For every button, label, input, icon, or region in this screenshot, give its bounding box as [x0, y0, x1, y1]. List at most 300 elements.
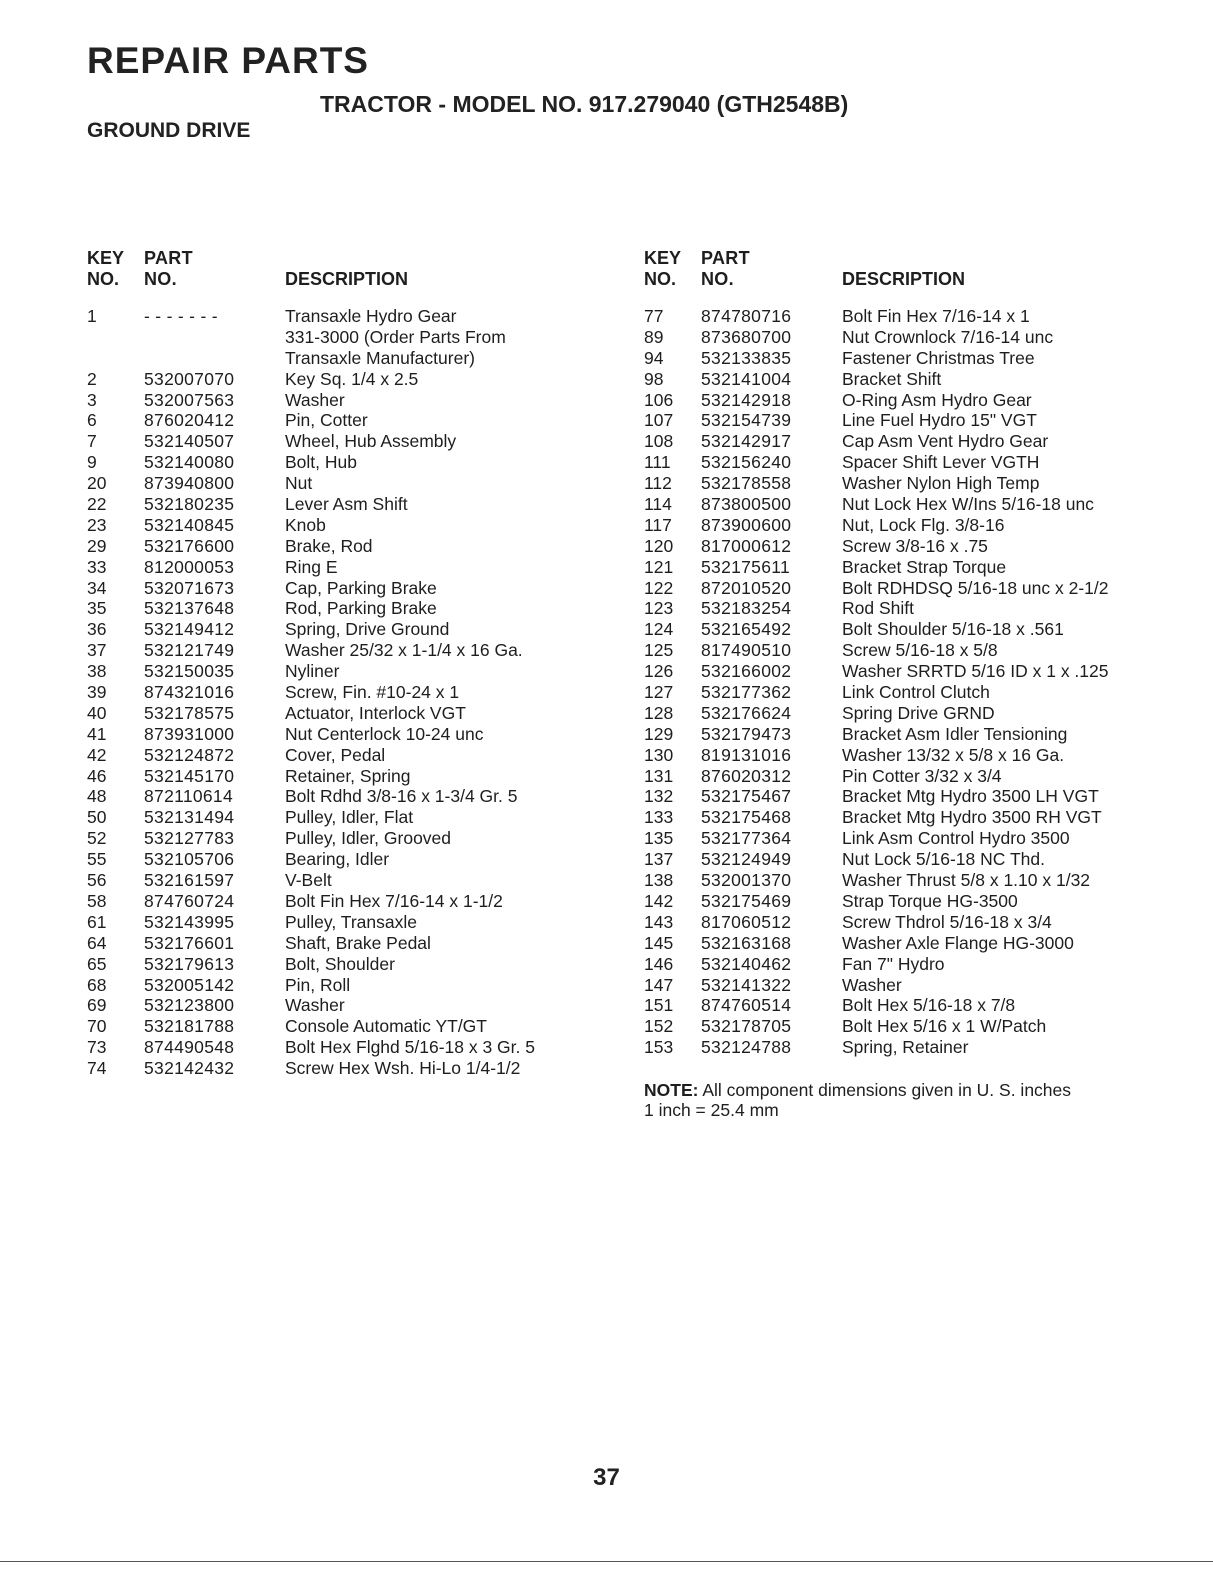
key-number: 46	[87, 765, 107, 786]
key-number: 128	[644, 702, 674, 723]
part-description: Line Fuel Hydro 15" VGT	[842, 410, 1037, 431]
column-header	[87, 248, 567, 292]
key-number: 77	[644, 306, 664, 326]
part-description: Washer	[285, 995, 345, 1016]
key-number: 38	[87, 661, 107, 682]
parts-row	[644, 515, 1164, 536]
parts-row	[87, 724, 567, 745]
part-number: 532105706	[144, 849, 235, 870]
part-number: 532175611	[701, 556, 790, 577]
part-number: 532140845	[144, 514, 235, 535]
parts-row	[87, 682, 567, 703]
part-header-top: PART	[701, 248, 750, 268]
part-number: 874321016	[144, 682, 235, 703]
parts-row	[87, 870, 567, 891]
part-number: 532143995	[144, 911, 235, 932]
parts-row	[87, 745, 567, 766]
part-number: 532142918	[701, 389, 792, 410]
key-number: 108	[644, 431, 674, 452]
parts-row	[87, 306, 567, 327]
parts-row	[87, 390, 567, 411]
key-number: 107	[644, 410, 674, 431]
part-number: 532180235	[144, 494, 235, 515]
part-number: 873800500	[701, 494, 792, 515]
part-description: Link Asm Control Hydro 3500	[842, 828, 1070, 849]
part-description: Spring, Drive Ground	[285, 619, 450, 640]
parts-row	[87, 327, 567, 348]
key-header-bottom: NO.	[644, 269, 677, 289]
parts-row	[644, 933, 1164, 954]
parts-row	[644, 766, 1164, 787]
parts-row	[644, 995, 1164, 1016]
key-number: 153	[644, 1037, 674, 1058]
part-number: 532001370	[701, 870, 792, 891]
part-number: 532177362	[701, 682, 792, 703]
part-number: 532149412	[144, 619, 235, 640]
part-number: 532165492	[701, 619, 792, 640]
part-number: 532071673	[144, 577, 235, 598]
key-number: 129	[644, 723, 674, 744]
part-description: Spring, Retainer	[842, 1037, 969, 1058]
key-number: 52	[87, 828, 107, 849]
part-description: Rod Shift	[842, 598, 914, 619]
parts-row	[87, 410, 567, 431]
part-description: Brake, Rod	[285, 535, 373, 556]
part-number: 532140507	[144, 431, 235, 452]
part-number: 532166002	[701, 661, 792, 682]
part-number: 817490510	[701, 640, 792, 661]
part-number: 532179613	[144, 953, 235, 974]
key-number: 37	[87, 640, 107, 661]
part-description: Washer	[842, 974, 902, 995]
part-number: 532007070	[144, 368, 235, 389]
part-description: Nut Centerlock 10-24 unc	[285, 723, 484, 744]
part-number: 532007563	[144, 389, 235, 410]
parts-row	[644, 1037, 1164, 1058]
part-description: Nut Lock 5/16-18 NC Thd.	[842, 849, 1045, 870]
part-description: Spacer Shift Lever VGTH	[842, 452, 1040, 473]
page-title: REPAIR PARTS	[87, 40, 369, 81]
key-number: 2	[87, 368, 97, 389]
part-number: 873940800	[144, 473, 235, 494]
note-text: All component dimensions given in U. S. inches 1 inch = 25.4 mm	[644, 1080, 1072, 1120]
key-number: 132	[644, 786, 674, 807]
parts-row	[644, 954, 1164, 975]
key-number: 135	[644, 828, 674, 849]
parts-row	[644, 348, 1164, 369]
parts-row	[644, 828, 1164, 849]
part-description: Ring E	[285, 556, 338, 577]
part-description: Rod, Parking Brake	[285, 598, 437, 619]
parts-row	[644, 494, 1164, 515]
part-description: Bolt Hex 5/16-18 x 7/8	[842, 995, 1016, 1016]
part-description: Console Automatic YT/GT	[285, 1016, 487, 1037]
parts-row	[644, 703, 1164, 724]
part-number: 532124949	[701, 849, 792, 870]
part-number: 532124788	[701, 1037, 792, 1058]
note-label: NOTE:	[644, 1080, 699, 1100]
key-number: 137	[644, 849, 674, 870]
part-description: Bracket Strap Torque	[842, 556, 1007, 577]
key-number: 138	[644, 870, 674, 891]
parts-row	[87, 348, 567, 369]
part-description: Screw, Fin. #10-24 x 1	[285, 682, 460, 703]
part-description: Lever Asm Shift	[285, 494, 408, 515]
key-number: 131	[644, 765, 674, 786]
parts-rows	[87, 306, 567, 1079]
parts-row	[644, 975, 1164, 996]
part-description: Nut Crownlock 7/16-14 unc	[842, 326, 1054, 347]
part-number: 874760514	[701, 995, 792, 1016]
description-header: DESCRIPTION	[285, 269, 409, 289]
part-number: 532131494	[144, 807, 235, 828]
part-number: 532124872	[144, 744, 235, 765]
part-number: 532142917	[701, 431, 792, 452]
part-number: 819131016	[701, 744, 792, 765]
part-description: Bolt Hex Flghd 5/16-18 x 3 Gr. 5	[285, 1037, 535, 1058]
key-number: 145	[644, 932, 674, 953]
part-number: 812000053	[144, 556, 235, 577]
key-number: 20	[87, 473, 107, 494]
column-header	[644, 248, 1164, 292]
key-number: 106	[644, 389, 674, 410]
key-number: 133	[644, 807, 674, 828]
parts-row	[644, 410, 1164, 431]
part-description: Transaxle Hydro Gear	[285, 306, 457, 326]
parts-row	[87, 807, 567, 828]
key-number: 39	[87, 682, 107, 703]
parts-row	[644, 452, 1164, 473]
key-number: 34	[87, 577, 107, 598]
parts-row	[644, 870, 1164, 891]
key-number: 64	[87, 932, 107, 953]
key-number: 1	[87, 306, 97, 326]
key-number: 124	[644, 619, 674, 640]
part-number: 874760724	[144, 890, 235, 911]
key-number: 112	[644, 473, 672, 494]
parts-row	[644, 849, 1164, 870]
parts-row	[644, 327, 1164, 348]
part-number: 873680700	[701, 326, 792, 347]
key-number: 125	[644, 640, 674, 661]
key-number: 65	[87, 953, 107, 974]
part-number: 817060512	[701, 911, 792, 932]
part-description: Washer 25/32 x 1-1/4 x 16 Ga.	[285, 640, 523, 661]
part-number: 876020412	[144, 410, 235, 431]
part-description: Washer Nylon High Temp	[842, 473, 1040, 494]
bottom-rule	[0, 1561, 1213, 1562]
part-description: Pin Cotter 3/32 x 3/4	[842, 765, 1002, 786]
part-description: Cap Asm Vent Hydro Gear	[842, 431, 1049, 452]
part-header-top: PART	[144, 248, 193, 268]
key-number: 50	[87, 807, 107, 828]
key-number: 89	[644, 326, 664, 347]
part-description: Fastener Christmas Tree	[842, 347, 1035, 368]
part-number: 532154739	[701, 410, 792, 431]
key-number: 58	[87, 890, 107, 911]
parts-row	[644, 431, 1164, 452]
part-description: Washer 13/32 x 5/8 x 16 Ga.	[842, 744, 1065, 765]
key-number: 42	[87, 744, 107, 765]
parts-row	[644, 891, 1164, 912]
parts-row	[87, 369, 567, 390]
key-number: 126	[644, 661, 674, 682]
part-number: 532141004	[701, 368, 792, 389]
part-number: 873931000	[144, 723, 235, 744]
parts-row	[87, 975, 567, 996]
parts-row	[87, 1037, 567, 1058]
part-number: 532127783	[144, 828, 235, 849]
part-description: Nyliner	[285, 661, 340, 682]
key-number: 22	[87, 494, 107, 515]
parts-row	[87, 473, 567, 494]
part-description: Bolt Rdhd 3/8-16 x 1-3/4 Gr. 5	[285, 786, 518, 807]
parts-row	[644, 578, 1164, 599]
part-header-bottom: NO.	[701, 269, 734, 289]
key-number: 33	[87, 556, 107, 577]
parts-row	[644, 390, 1164, 411]
parts-row	[87, 598, 567, 619]
key-number: 120	[644, 535, 674, 556]
part-number: 532183254	[701, 598, 792, 619]
key-number: 56	[87, 870, 107, 891]
parts-row	[644, 912, 1164, 933]
part-number: 872010520	[701, 577, 792, 598]
part-number: 532178558	[701, 473, 792, 494]
part-number: 872110614	[144, 786, 233, 807]
part-number: 532150035	[144, 661, 235, 682]
key-number: 127	[644, 682, 674, 703]
parts-row	[644, 661, 1164, 682]
parts-row	[87, 828, 567, 849]
part-number: 874490548	[144, 1037, 235, 1058]
part-description: Screw Thdrol 5/16-18 x 3/4	[842, 911, 1052, 932]
key-number: 152	[644, 1016, 674, 1037]
key-number: 70	[87, 1016, 107, 1037]
part-number: 532176600	[144, 535, 235, 556]
part-number: 532005142	[144, 974, 235, 995]
key-header-bottom: NO.	[87, 269, 120, 289]
key-number: 55	[87, 849, 107, 870]
parts-row	[87, 619, 567, 640]
key-number: 114	[644, 494, 672, 515]
part-header-bottom: NO.	[144, 269, 177, 289]
key-number: 23	[87, 514, 107, 535]
description-header: DESCRIPTION	[842, 269, 966, 289]
parts-row	[87, 515, 567, 536]
part-description: Fan 7" Hydro	[842, 953, 945, 974]
parts-row	[644, 786, 1164, 807]
part-description: Bolt Hex 5/16 x 1 W/Patch	[842, 1016, 1047, 1037]
page-number: 37	[593, 1464, 620, 1491]
part-description: Nut, Lock Flg. 3/8-16	[842, 514, 1005, 535]
parts-list-right	[644, 248, 1164, 1058]
part-number: 532181788	[144, 1016, 235, 1037]
key-number: 29	[87, 535, 107, 556]
parts-row	[644, 807, 1164, 828]
part-number: 532123800	[144, 995, 235, 1016]
part-description: Pulley, Idler, Grooved	[285, 828, 452, 849]
part-description: Bolt, Hub	[285, 452, 357, 473]
parts-row	[644, 369, 1164, 390]
parts-row	[87, 703, 567, 724]
part-number: 873900600	[701, 514, 792, 535]
parts-row	[87, 786, 567, 807]
parts-row	[87, 933, 567, 954]
key-number: 142	[644, 890, 674, 911]
key-header-top: KEY	[87, 248, 125, 268]
part-description: Washer SRRTD 5/16 ID x 1 x .125	[842, 661, 1109, 682]
parts-row	[87, 536, 567, 557]
part-description: Pin, Cotter	[285, 410, 368, 431]
part-description: Actuator, Interlock VGT	[285, 702, 466, 723]
key-number: 146	[644, 953, 674, 974]
part-description: V-Belt	[285, 870, 332, 891]
part-description: Washer Axle Flange HG-3000	[842, 932, 1074, 953]
key-number: 6	[87, 410, 97, 431]
part-description: Bracket Mtg Hydro 3500 LH VGT	[842, 786, 1099, 807]
section-title: GROUND DRIVE	[87, 119, 251, 142]
part-description: Pin, Roll	[285, 974, 351, 995]
parts-row	[644, 1016, 1164, 1037]
part-number: 532141322	[701, 974, 792, 995]
parts-row	[87, 557, 567, 578]
parts-row	[87, 661, 567, 682]
model-subtitle: TRACTOR - MODEL NO. 917.279040 (GTH2548B)	[320, 91, 849, 117]
parts-row	[87, 1016, 567, 1037]
parts-row	[644, 745, 1164, 766]
part-description: Washer Thrust 5/8 x 1.10 x 1/32	[842, 870, 1091, 891]
part-description: Link Control Clutch	[842, 682, 990, 703]
parts-row	[644, 724, 1164, 745]
parts-row	[87, 452, 567, 473]
key-number: 74	[87, 1058, 107, 1079]
dimensions-note	[644, 1080, 1084, 1120]
parts-row	[644, 682, 1164, 703]
part-number: 532161597	[144, 870, 235, 891]
parts-row	[644, 306, 1164, 327]
parts-row	[87, 578, 567, 599]
part-number: 532177364	[701, 828, 792, 849]
part-number: 532176624	[701, 702, 792, 723]
part-description: Nut	[285, 473, 313, 494]
key-number: 130	[644, 744, 674, 765]
part-number: 532175469	[701, 890, 792, 911]
parts-row	[644, 619, 1164, 640]
key-number: 48	[87, 786, 107, 807]
key-number: 151	[644, 995, 674, 1016]
key-number: 143	[644, 911, 674, 932]
key-number: 7	[87, 431, 97, 452]
part-description: Bolt RDHDSQ 5/16-18 unc x 2-1/2	[842, 577, 1109, 598]
parts-row	[87, 995, 567, 1016]
part-number: 532133835	[701, 347, 792, 368]
part-description: O-Ring Asm Hydro Gear	[842, 389, 1032, 410]
parts-row	[87, 891, 567, 912]
part-description: 331-3000 (Order Parts From	[285, 326, 506, 347]
part-description: Screw 3/8-16 x .75	[842, 535, 988, 556]
key-header-top: KEY	[644, 248, 682, 268]
parts-row	[644, 473, 1164, 494]
part-description: Screw 5/16-18 x 5/8	[842, 640, 998, 661]
part-description: Bracket Mtg Hydro 3500 RH VGT	[842, 807, 1102, 828]
key-number: 94	[644, 347, 664, 368]
part-description: Bolt Fin Hex 7/16-14 x 1	[842, 306, 1030, 326]
part-description: Cover, Pedal	[285, 744, 386, 765]
part-description: Knob	[285, 514, 326, 535]
part-description: Screw Hex Wsh. Hi-Lo 1/4-1/2	[285, 1058, 521, 1079]
part-description: Wheel, Hub Assembly	[285, 431, 457, 452]
part-description: Pulley, Transaxle	[285, 911, 417, 932]
part-number: 532178705	[701, 1016, 792, 1037]
part-number: 532140462	[701, 953, 792, 974]
parts-row	[87, 494, 567, 515]
key-number: 73	[87, 1037, 107, 1058]
key-number: 61	[87, 911, 107, 932]
parts-row	[87, 912, 567, 933]
key-number: 68	[87, 974, 107, 995]
part-description: Bracket Asm Idler Tensioning	[842, 723, 1068, 744]
part-description: Nut Lock Hex W/Ins 5/16-18 unc	[842, 494, 1094, 515]
parts-row	[644, 557, 1164, 578]
key-number: 111	[644, 452, 671, 473]
key-number: 147	[644, 974, 674, 995]
part-number: 532142432	[144, 1058, 235, 1079]
part-description: Cap, Parking Brake	[285, 577, 437, 598]
parts-row	[87, 849, 567, 870]
part-description: Bracket Shift	[842, 368, 942, 389]
parts-row	[87, 954, 567, 975]
parts-row	[87, 766, 567, 787]
part-description: Key Sq. 1/4 x 2.5	[285, 368, 419, 389]
part-description: Pulley, Idler, Flat	[285, 807, 414, 828]
part-number: 532175468	[701, 807, 792, 828]
part-description: Strap Torque HG-3500	[842, 890, 1018, 911]
part-description: Shaft, Brake Pedal	[285, 932, 431, 953]
parts-list-left	[87, 248, 567, 1079]
parts-row	[87, 640, 567, 661]
key-number: 41	[87, 723, 107, 744]
part-number: 532179473	[701, 723, 792, 744]
key-number: 123	[644, 598, 674, 619]
part-description: Retainer, Spring	[285, 765, 411, 786]
part-description: Spring Drive GRND	[842, 702, 995, 723]
key-number: 35	[87, 598, 107, 619]
parts-row	[644, 536, 1164, 557]
key-number: 69	[87, 995, 107, 1016]
part-number: 532163168	[701, 932, 792, 953]
part-description: Bolt, Shoulder	[285, 953, 395, 974]
key-number: 36	[87, 619, 107, 640]
key-number: 98	[644, 368, 664, 389]
parts-row	[87, 431, 567, 452]
part-description: Transaxle Manufacturer)	[285, 347, 475, 368]
part-number: 532140080	[144, 452, 235, 473]
part-number: 532137648	[144, 598, 235, 619]
key-number: 3	[87, 389, 97, 410]
part-description: Bearing, Idler	[285, 849, 390, 870]
key-number: 122	[644, 577, 674, 598]
key-number: 121	[644, 556, 674, 577]
part-description: Washer	[285, 389, 345, 410]
key-number: 9	[87, 452, 97, 473]
part-description: Bolt Shoulder 5/16-18 x .561	[842, 619, 1064, 640]
part-number: 532156240	[701, 452, 792, 473]
part-number: 532178575	[144, 702, 235, 723]
parts-rows	[644, 306, 1164, 1058]
part-number: 817000612	[701, 535, 792, 556]
part-number: - - - - - - -	[144, 306, 218, 326]
